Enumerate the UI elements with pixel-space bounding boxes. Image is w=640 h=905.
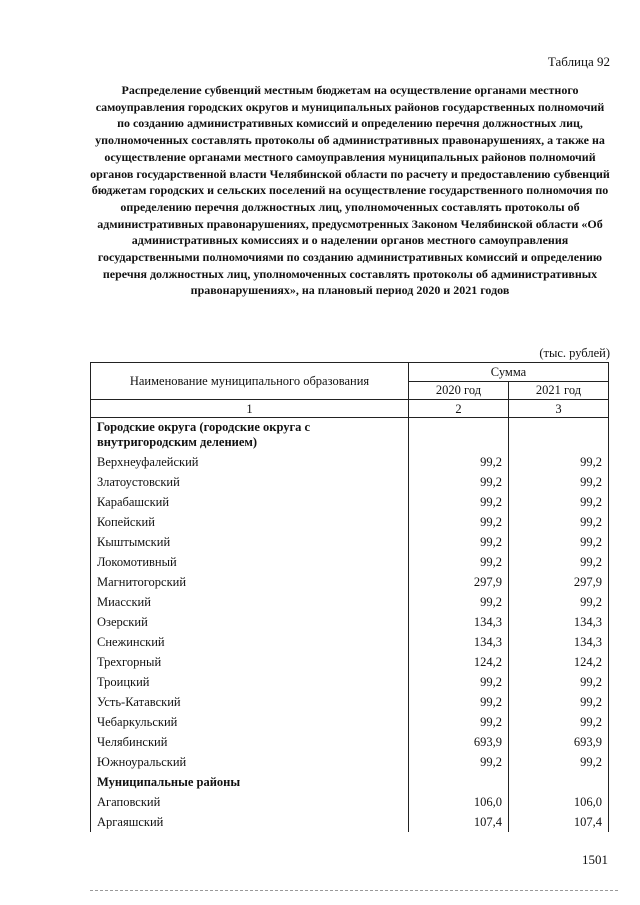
table-row [91,452,609,472]
value-2020: 99,2 [409,692,509,712]
column-header-2020: 2020 год [409,381,509,400]
section-row-urban-districts [91,418,609,453]
page-number: 1501 [582,852,608,867]
value-2020: 99,2 [409,592,509,612]
column-header-2021: 2021 год [509,381,609,400]
municipality-name: Снежинский [91,632,409,652]
municipality-name: Усть-Катавский [91,692,409,712]
municipality-name: Верхнеуфалейский [91,452,409,472]
value-2021: 99,2 [509,752,609,772]
value-2021: 134,3 [509,612,609,632]
municipality-name: Агаповский [91,792,409,812]
bottom-rule [90,890,618,891]
table-row [91,472,609,492]
municipality-name: Чебаркульский [91,712,409,732]
value-2021: 99,2 [509,492,609,512]
value-2021: 124,2 [509,652,609,672]
municipality-name: Троицкий [91,672,409,692]
table-number: Таблица 92 [547,54,610,69]
municipality-name: Копейский [91,512,409,532]
column-number-2: 2 [409,400,509,418]
municipality-name: Миасский [91,592,409,612]
table-row [91,592,609,612]
value-2021: 99,2 [509,692,609,712]
value-2021: 297,9 [509,572,609,592]
section-row-municipal-districts [91,772,609,792]
municipality-name: Озерский [91,612,409,632]
table-row [91,632,609,652]
value-2020: 693,9 [409,732,509,752]
value-2020: 99,2 [409,532,509,552]
value-2021: 106,0 [509,792,609,812]
municipality-name: Карабашский [91,492,409,512]
column-number-1: 1 [91,400,409,418]
table-row [91,612,609,632]
value-2021: 107,4 [509,812,609,832]
column-number-3: 3 [509,400,609,418]
municipality-name: Магнитогорский [91,572,409,592]
value-2021: 134,3 [509,632,609,652]
value-2021: 99,2 [509,532,609,552]
section-heading: Городские округа (городские округа с внутригородским делением) [91,418,409,453]
value-2020: 99,2 [409,752,509,772]
value-2020: 134,3 [409,632,509,652]
municipality-name: Локомотивный [91,552,409,572]
value-2021: 99,2 [509,552,609,572]
units-label: (тыс. рублей) [539,346,610,360]
table-row [91,552,609,572]
value-2020: 99,2 [409,512,509,532]
value-2020: 124,2 [409,652,509,672]
municipality-name: Кыштымский [91,532,409,552]
table-row [91,572,609,592]
table-row [91,672,609,692]
table-row [91,512,609,532]
value-2020: 99,2 [409,712,509,732]
value-2020: 99,2 [409,472,509,492]
municipality-name: Южноуральский [91,752,409,772]
municipality-name: Аргаяшский [91,812,409,832]
value-2021: 99,2 [509,512,609,532]
value-2020: 134,3 [409,612,509,632]
table-row [91,812,609,832]
value-2020: 107,4 [409,812,509,832]
value-2021: 99,2 [509,672,609,692]
column-header-sum: Сумма [409,363,609,382]
value-2020: 99,2 [409,492,509,512]
value-2021: 99,2 [509,592,609,612]
document-title: Распределение субвенций местным бюджетам на осуществление органами местного самоуправления городских округов и муниципальных районов государственных полномочий по созданию административных комиссий и определению перечня должностных лиц, уполномоченных составлять протоколы об административных правонарушениях, а также на осуществление органами местного самоуправления муниципальных районов полномочий органов государственной власти Челябинской области по расчету и предоставлению субвенций бюджетам городских и сельских поселений на осуществление государственного полномочия по определению перечня должностных лиц, уполномоченных составлять протоколы об административных правонарушениях, предусмотренных Законом Челябинской области «Об административных комиссиях и о наделении органов местного самоуправления государственными полномочиями по созданию административных комиссий и определению перечня должностных лиц, уполномоченных составлять протоколы об административных правонарушениях», на плановый период 2020 и 2021 годов [90,83,610,298]
value-2020: 99,2 [409,452,509,472]
municipality-name: Челябинский [91,732,409,752]
value-2020: 99,2 [409,552,509,572]
table-row [91,792,609,812]
table-row [91,692,609,712]
subvention-table [90,362,609,832]
value-2021: 693,9 [509,732,609,752]
municipality-name: Трехгорный [91,652,409,672]
column-header-name: Наименование муниципального образования [91,363,409,400]
table-row [91,652,609,672]
value-2020: 99,2 [409,672,509,692]
value-2021: 99,2 [509,712,609,732]
value-2020: 297,9 [409,572,509,592]
table-row [91,732,609,752]
value-2021: 99,2 [509,472,609,492]
section-heading: Муниципальные районы [91,772,409,792]
table-row [91,752,609,772]
value-2020: 106,0 [409,792,509,812]
table-row [91,712,609,732]
municipality-name: Златоустовский [91,472,409,492]
value-2021: 99,2 [509,452,609,472]
table-row [91,532,609,552]
table-row [91,492,609,512]
